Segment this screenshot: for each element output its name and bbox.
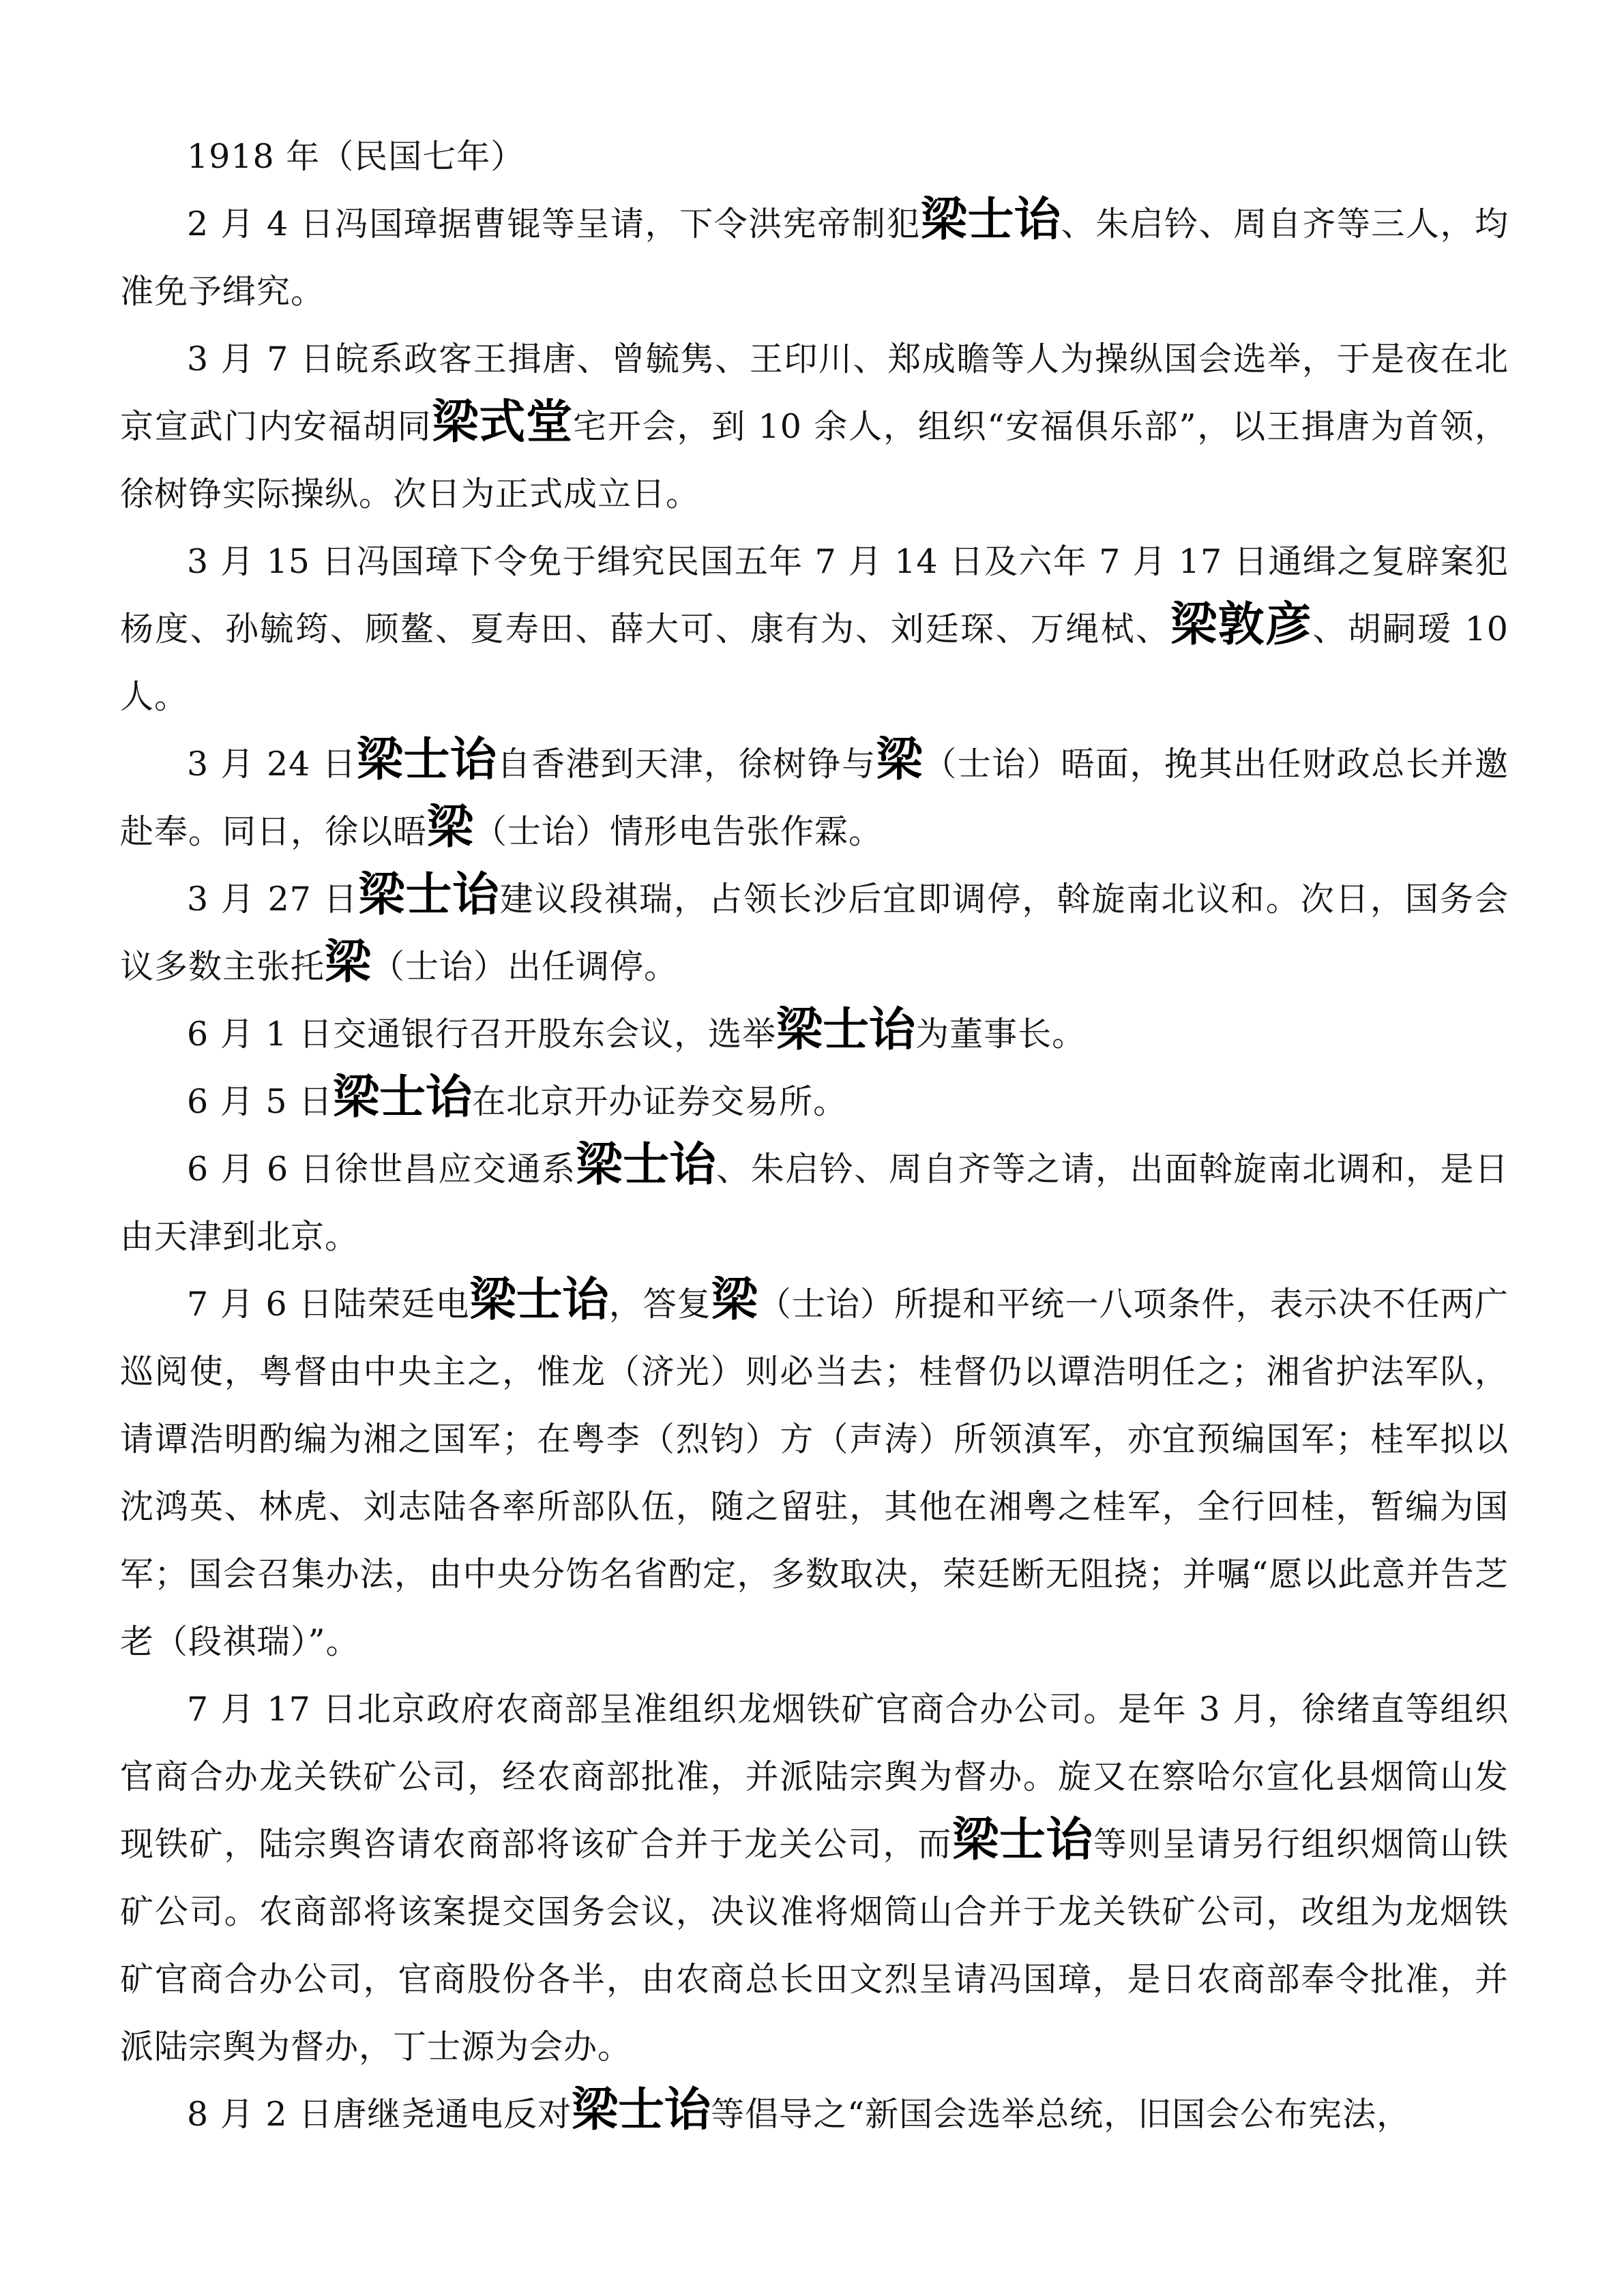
paragraph [120,325,1509,528]
document-page [120,123,1509,2148]
paragraph [120,1675,1509,2081]
highlighted-name: 梁 [711,1272,758,1327]
paragraph [120,1000,1509,1068]
text-segment: 、胡嗣瑷 10 人。 [120,610,1509,716]
text-segment: 为董事长。 [915,1015,1087,1054]
paragraph [120,528,1509,730]
text-segment: 6 月 1 日交通银行召开股东会议，选举 [187,1015,777,1054]
paragraph [120,865,1509,1000]
text-segment: 宅开会，到 10 余人，组织“安福俱乐部”，以王揖唐为首领，徐树铮实际操纵。次日为正式成立日。 [120,407,1509,513]
highlighted-name: 梁士诒 [576,1137,717,1192]
text-segment: 自香港到天津，徐树铮与 [497,745,876,784]
paragraph [120,123,1509,190]
text-segment: 建议段祺瑞，占领长沙后宜即调停，斡旋南北议和。次日，国务会议多数主张托 [120,880,1509,986]
text-segment: （士诒）所提和平统一八项条件，表示决不任两广巡阅使，粤督由中央主之，惟龙（济光）则必当去；桂督仍以谭浩明任之；湘省护法军队，请谭浩明酌编为湘之国军；在粤李（烈钧）方（声涛）所领滇军，亦宜预编国军；桂军拟以沈鸿英、林虎、刘志陆各率所部队伍，随之留驻，其他在湘粤之桂军，全行回桂，暂编为国军；国会召集办法，由中央分饬名省酌定，多数取决，荣廷断无阻挠；并嘱“愿以此意并告芝老（段祺瑞）”。 [120,1285,1509,1661]
text-segment: 8 月 2 日唐继尧通电反对 [187,2095,572,2134]
text-segment: 等倡导之“新国会选举总统，旧国会公布宪法， [711,2095,1411,2134]
highlighted-name: 梁士诒 [572,2083,711,2137]
highlighted-name: 梁士诒 [776,1002,916,1057]
highlighted-name: 梁敦彦 [1170,597,1313,652]
text-segment: 7 月 17 日北京政府农商部呈准组织龙烟铁矿官商合办公司。是年 3 月，徐绪直等组织官商合办龙关铁矿公司，经农商部批准，并派陆宗舆为督办。旋又在察哈尔宣化县烟筒山发现铁矿，陆宗舆咨请农商部将该矿合并于龙关公司，而 [120,1690,1509,1864]
highlighted-name: 梁 [876,732,924,787]
paragraph [120,730,1509,865]
text-segment: 在北京开办证券交易所。 [472,1082,848,1121]
highlighted-name: 梁士诒 [358,867,500,922]
highlighted-name: 梁士诒 [469,1272,609,1327]
highlighted-name: 梁士诒 [357,732,497,787]
text-segment: 6 月 5 日 [187,1082,334,1121]
text-segment: 3 月 24 日 [187,745,357,784]
text-segment: 2 月 4 日冯国璋据曹锟等呈请，下令洪宪帝制犯 [187,205,921,243]
text-segment: 3 月 7 日皖系政客王揖唐、曾毓隽、王印川、郑成瞻等人为操纵国会选举，于是夜在北京宣武门内安福胡同 [120,340,1509,446]
text-segment: 等则呈请另行组织烟筒山铁矿公司。农商部将该案提交国务会议，决议准将烟筒山合并于龙关铁矿公司，改组为龙烟铁矿官商合办公司，官商股份各半，由农商总长田文烈呈请冯国璋，是日农商部奉令批准，并派陆宗舆为督办，丁士源为会办。 [120,1825,1509,2066]
text-segment: （士诒）情形电告张作霖。 [473,812,883,851]
text-segment: 、朱启钤、周自齐等之请，出面斡旋南北调和，是日由天津到北京。 [120,1150,1509,1256]
paragraph [120,1135,1509,1270]
highlighted-name: 梁式堂 [432,395,573,449]
text-segment: （士诒）晤面，挽其出任财政总长并邀赴奉。同日，徐以晤 [120,745,1509,851]
highlighted-name: 梁士诒 [920,192,1061,247]
paragraph [120,190,1509,325]
highlighted-name: 梁士诒 [333,1070,473,1124]
text-segment: 3 月 15 日冯国璋下令免于缉究民国五年 7 月 14 日及六年 7 月 17 日通缉之复辟案犯杨度、孙毓筠、顾鳌、夏寿田、薛大可、康有为、刘廷琛、万绳栻、 [120,542,1509,648]
text-segment: 、朱启钤、周自齐等三人，均准免予缉究。 [120,205,1509,311]
text-segment: 7 月 6 日陆荣廷电 [187,1285,470,1324]
paragraph [120,1270,1509,1675]
text-segment: ，答复 [608,1285,711,1324]
highlighted-name: 梁 [325,935,372,989]
paragraph [120,2081,1509,2148]
text-segment: 1918 年（民国七年） [187,137,525,176]
text-segment: 3 月 27 日 [187,880,359,919]
paragraph [120,1068,1509,1135]
highlighted-name: 梁士诒 [952,1813,1093,1867]
highlighted-name: 梁 [427,800,474,854]
text-segment: （士诒）出任调停。 [371,947,679,986]
text-segment: 6 月 6 日徐世昌应交通系 [187,1150,576,1189]
